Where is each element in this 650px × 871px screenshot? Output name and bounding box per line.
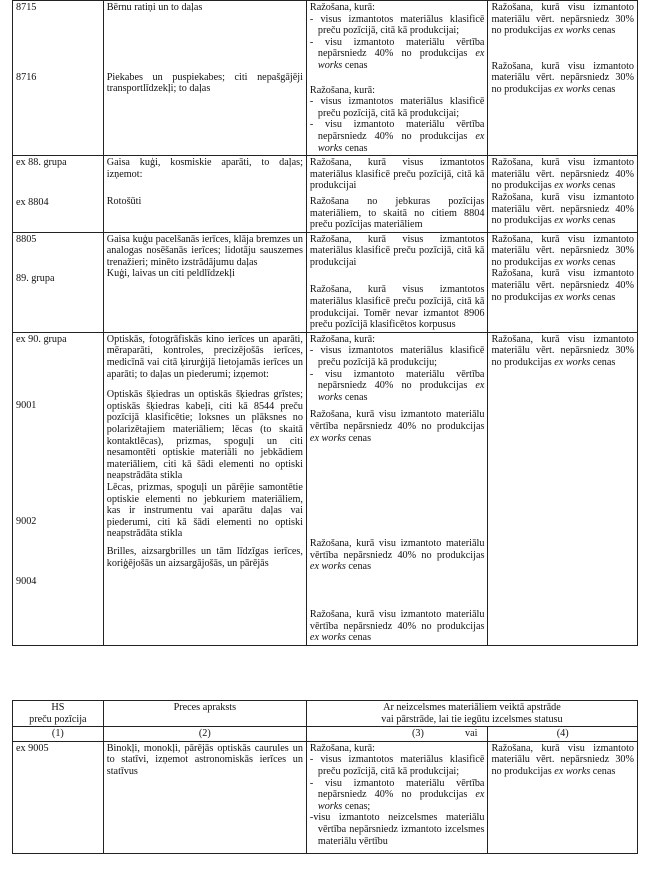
description: Piekabes un puspiekabes; citi nepašgājēji transportlīdzekļi; to daļas: [106, 71, 303, 95]
hs-code: ex 90. grupa: [16, 333, 67, 345]
rule-alt: Ražošana, kurā visu izmantoto materiālu vērt. nepārsniedz 30% no produkcijas ex works cenas: [488, 741, 638, 853]
column-number: (2): [103, 727, 306, 742]
description-cell: [103, 156, 306, 233]
rule-line: - visu izmantoto materiālu vērtība nepārsniedz 40% no produkcijas ex works cenas: [309, 36, 485, 71]
hs-code: 8715: [16, 2, 37, 13]
header-processing-line1: Ar neizcelsmes materiāliem veiktā apstrāde: [383, 702, 561, 713]
rule-list: [310, 2, 485, 72]
hs-code-cell: [13, 332, 104, 645]
hs-code: 89. grupa: [16, 273, 55, 285]
rule-line: Ražošana, kurā:: [309, 84, 375, 96]
description: Lēcas, prizmas, spoguļi un pārējie samontētie optiskie elementi no jebkuriem materiāliem, kas ir instrumentu vai aparātu daļas vai piederumi, citi kā šādi elementi no optiski neapstrādāta stikla: [106, 481, 303, 540]
header-hs-line1: HS: [51, 702, 65, 713]
hs-code: 9002: [16, 516, 37, 528]
rule-list: [310, 334, 485, 404]
description: Bērnu ratiņi un to daļas: [106, 2, 203, 13]
description: Gaisa kuģi, kosmiskie aparāti, to daļas; izņemot:: [106, 157, 303, 180]
header-processing: [306, 701, 637, 727]
hs-code-cell: [13, 156, 104, 233]
column-number: (1): [13, 727, 104, 742]
rule-line: Ražošana, kurā:: [309, 333, 375, 345]
rules-table-bottom: [12, 700, 638, 854]
description: Rotošūti: [106, 196, 142, 208]
description: Kuģi, laivas un citi peldlīdzekļi: [106, 268, 235, 280]
rule-alt: Ražošana, kurā visu izmantoto materiālu vērt. nepārsniedz 30% no produkcijas ex works cenas: [491, 333, 634, 369]
rule-col4-cell: [488, 156, 638, 233]
rule-line: Ražošana, kurā:: [309, 742, 375, 754]
rule-alt: Ražošana, kurā visu izmantoto materiālu vērt. nepārsniedz 40% no produkcijas ex works cenas: [491, 191, 634, 227]
hs-code: 9004: [16, 575, 37, 587]
rule-list: [310, 85, 485, 155]
rule-col4-cell: [488, 332, 638, 645]
description: Gaisa kuģu pacelšanās ierīces, klāja bremzes un analogas nosēšanās ierīces; lidotāju sauszemes trenažieri; minēto izstrādājumu daļas: [106, 233, 303, 268]
description-cell: [103, 332, 306, 645]
rule-line: - visus izmantotos materiālus klasificē preču pozīcijā, citā kā produkcijai;: [309, 96, 485, 119]
hs-code: ex 8804: [16, 196, 49, 208]
rule-line: - visus izmantotos materiālus klasificē preču pozīcijā, citā kā produkcijai;: [309, 13, 485, 37]
hs-code: ex 9005: [13, 741, 104, 853]
rule-line: -visu izmantoto neizcelsmes materiālu vērtība nepārsniedz izmantoto izcelsmes materiālu vērtību: [309, 812, 485, 847]
description: Optiskās, fotogrāfiskās kino ierīces un aparāti, mēraparāti, kontroles, precizējošās ierīces, medicīnā vai citā ķirurģijā lietojamās ierīces un aparāti; to daļas un piederumi; izņemot:: [106, 333, 303, 380]
hs-code: 8716: [16, 71, 37, 83]
rule-text: Ražošana, kurā visus izmantotos materiālus klasificē preču pozīcijā, citā kā produkcijai: [309, 157, 485, 192]
description: Brilles, aizsargbrilles un tām līdzīgas ierīces, koriģējošās un aizsargājošās, un pārējās: [106, 545, 303, 569]
rule-line: - visus izmantotos materiālus klasificē preču pozīcijā kā produkciju;: [309, 345, 485, 369]
rule-text: Ražošana, kurā visus izmantotos materiālus klasificē preču pozīcijā, citā kā produkcijai. Tomēr nevar izmantot 8906 preču pozīcijā klasificētos korpusus: [309, 284, 485, 331]
header-row: [13, 701, 638, 727]
hs-code-cell: [13, 232, 104, 332]
rule-text: Ražošana, kurā visu izmantoto materiālu vērtība nepārsniedz 40% no produkcijas ex works cenas: [309, 608, 485, 644]
column-number-with-or: [306, 727, 488, 742]
rule-text: Ražošana no jebkuras pozīcijas materiāliem, to skaitā no citiem 8804 preču pozīcijas materiāliem: [309, 195, 485, 231]
rule-alt: Ražošana, kurā visu izmantoto materiālu vērt. nepārsniedz 40% no produkcijas ex works cenas: [491, 157, 634, 192]
rule-text: Ražošana, kurā visu izmantoto materiālu vērtība nepārsniedz 40% no produkcijas ex works cenas: [309, 409, 485, 444]
column-number: (3): [412, 728, 424, 740]
hs-code: 8805: [16, 233, 37, 245]
rule-col4-cell: [488, 1, 638, 156]
rule-text: Ražošana, kurā visu izmantoto materiālu vērtība nepārsniedz 40% no produkcijas ex works cenas: [309, 538, 485, 573]
table-row: [13, 741, 638, 853]
rule-alt: Ražošana, kurā visu izmantoto materiālu vērt. nepārsniedz 30% no produkcijas ex works cenas: [491, 233, 634, 268]
column-number: (4): [488, 727, 638, 742]
description-cell: [103, 232, 306, 332]
rule-text: Ražošana, kurā visus izmantotos materiālus klasificē preču pozīcijā, citā kā produkcijai: [309, 233, 485, 268]
rule-line: - visu izmantoto materiālu vērtība nepārsniedz 40% no produkcijas ex works cenas: [309, 119, 485, 154]
rule-col4-cell: [488, 232, 638, 332]
column-number-row: [13, 727, 638, 742]
description: Optiskās šķiedras un optiskās šķiedras grīstes; optiskās šķiedras kabeļi, citi kā 8544 preču pozīcijā klasificētie; loksnes un plāksnes no polarizētajiem materiāliem; lēcas (to skaitā kontaktlēcas), prizmas, spoguļi un citi nesamontēti optiskie materiāli no jebkādiem materiāliem, citi kā šādi elementi no optiski neapstrādāta stikla: [106, 389, 303, 482]
header-processing-line2: vai pārstrāde, lai tie iegūtu izcelsmes statusu: [381, 713, 563, 725]
header-hs: [13, 701, 104, 727]
rule-line: - visus izmantotos materiālus klasificē preču pozīcijā, citā kā produkcijai;: [309, 754, 485, 777]
rule-col3-cell: [306, 1, 488, 156]
rule-line: - visu izmantoto materiālu vērtība nepārsniedz 40% no produkcijas ex works cenas;: [309, 777, 485, 812]
rule-col3-cell: [306, 332, 488, 645]
rule-line: Ražošana, kurā:: [309, 2, 375, 13]
rule-col3-cell: [306, 741, 488, 853]
rule-line: - visu izmantoto materiālu vērtība nepārsniedz 40% no produkcijas ex works cenas: [309, 368, 485, 403]
hs-code: 9001: [16, 400, 37, 412]
rule-alt: Ražošana, kurā visu izmantoto materiālu vērt. nepārsniedz 40% no produkcijas ex works cenas: [491, 268, 634, 303]
rule-list: [310, 743, 485, 847]
hs-code: ex 88. grupa: [16, 157, 67, 169]
header-hs-line2: preču pozīcija: [29, 713, 87, 725]
rules-table-top: [12, 0, 638, 646]
rule-col3-cell: [306, 156, 488, 233]
or-label: vai: [464, 728, 478, 740]
table-row: [13, 1, 638, 156]
rule-alt: Ražošana, kurā visu izmantoto materiālu vērt. nepārsniedz 30% no produkcijas ex works cenas: [491, 2, 634, 37]
rule-alt: Ražošana, kurā visu izmantoto materiālu vērt. nepārsniedz 30% no produkcijas ex works cenas: [491, 60, 634, 95]
rule-col3-cell: [306, 232, 488, 332]
table-row: [13, 156, 638, 233]
description: Binokļi, monokļi, pārējās optiskās caurules un to statīvi, izņemot astronomiskās ierīces un statīvus: [103, 741, 306, 853]
table-row: [13, 332, 638, 645]
description-cell: [103, 1, 306, 156]
hs-code-cell: [13, 1, 104, 156]
header-description: Preces apraksts: [103, 701, 306, 727]
table-row: [13, 232, 638, 332]
